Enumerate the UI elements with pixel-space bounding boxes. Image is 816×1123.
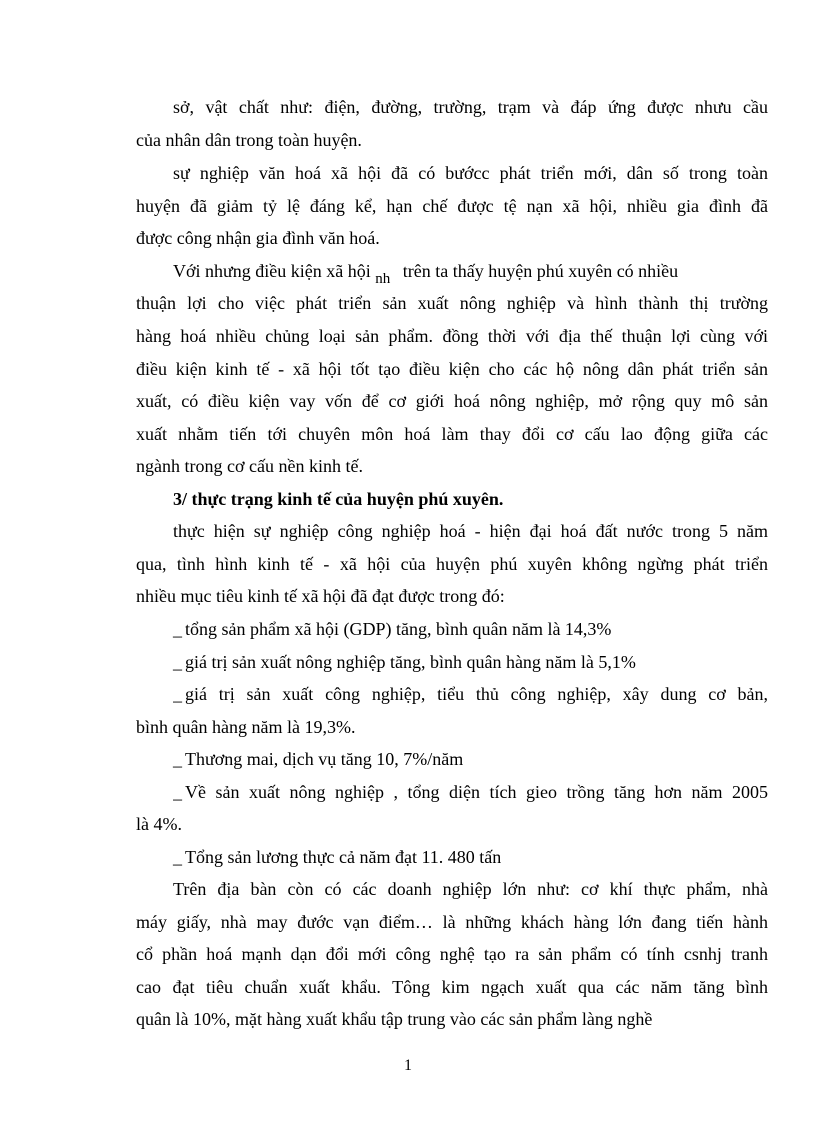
paragraph-4-line-1: thực hiện sự nghiệp công nghiệp hoá - hiện đại hoá đất nước trong 5 năm bbox=[173, 521, 768, 541]
bullet-5-text: Về sản xuất nông nghiệp , tổng diện tích gieo trồng tăng hơn năm 2005 bbox=[185, 782, 768, 802]
paragraph-1-line-1: sở, vật chất như: điện, đường, trường, trạm và đáp ứng được nhưu cầu bbox=[173, 97, 768, 117]
bullet-3-line-2: bình quân hàng năm là 19,3%. bbox=[136, 717, 356, 737]
paragraph-2-line-1: sự nghiệp văn hoá xã hội đã có bướcc phát triển mới, dân số trong toàn bbox=[173, 163, 768, 183]
paragraph-3-line-1-end: trên ta thấy huyện phú xuyên có nhiều bbox=[402, 261, 679, 281]
paragraph-3-fragment: nh bbox=[375, 271, 391, 287]
bullet-3-text: giá trị sản xuất công nghiệp, tiểu thủ công nghiệp, xây dung cơ bản, bbox=[185, 684, 768, 704]
page-number: 1 bbox=[404, 1057, 412, 1074]
bullet-marker: _ bbox=[173, 619, 182, 639]
bullet-5-line-1 bbox=[173, 781, 768, 803]
bullet-marker: _ bbox=[173, 782, 182, 802]
paragraph-3-line-4: điều kiện kinh tế - xã hội tốt tạo điều kiện cho các hộ nông dân phát triển sản bbox=[136, 359, 768, 379]
paragraph-5-line-3: cổ phần hoá mạnh dạn đổi mới công nghệ tạo ra sản phẩm có tính csnhj tranh bbox=[136, 944, 768, 964]
bullet-marker: _ bbox=[173, 652, 182, 672]
paragraph-5-line-1: Trên địa bàn còn có các doanh nghiệp lớn như: cơ khí thực phẩm, nhà bbox=[173, 879, 768, 899]
bullet-marker: _ bbox=[173, 684, 182, 704]
bullet-4 bbox=[173, 748, 768, 770]
bullet-2 bbox=[173, 651, 768, 673]
bullet-6 bbox=[173, 846, 768, 868]
paragraph-3-line-3: hàng hoá nhiều chủng loại sản phẩm. đồng thời với địa thế thuận lợi cùng với bbox=[136, 326, 768, 346]
bullet-1 bbox=[173, 618, 768, 640]
paragraph-2-line-2: huyện đã giảm tỷ lệ đáng kể, hạn chế được tệ nạn xã hội, nhiều gia đình đã bbox=[136, 196, 768, 216]
paragraph-3-line-6: xuất nhằm tiến tới chuyên môn hoá làm thay đổi cơ cấu lao động giữa các bbox=[136, 424, 768, 444]
paragraph-4-line-2: qua, tình hình kinh tế - xã hội của huyện phú xuyên không ngừng phát triển bbox=[136, 554, 768, 574]
paragraph-3-line-1 bbox=[173, 260, 768, 287]
paragraph-1-line-2: của nhân dân trong toàn huyện. bbox=[136, 130, 362, 150]
bullet-2-text: giá trị sản xuất nông nghiệp tăng, bình quân hàng năm là 5,1% bbox=[185, 652, 636, 672]
paragraph-3-line-1-start: Với nhưng điều kiện xã hội bbox=[173, 261, 371, 281]
paragraph-3-line-7: ngành trong cơ cấu nền kinh tế. bbox=[136, 456, 363, 476]
paragraph-3-line-5: xuất, có điều kiện vay vốn để cơ giới hoá nông nghiệp, mở rộng quy mô sản bbox=[136, 391, 768, 411]
paragraph-4-line-3: nhiều mục tiêu kinh tế xã hội đã đạt được trong đó: bbox=[136, 586, 505, 606]
paragraph-3-line-2: thuận lợi cho việc phát triển sản xuất nông nghiệp và hình thành thị trường bbox=[136, 293, 768, 313]
paragraph-5-line-4: cao đạt tiêu chuẩn xuất khẩu. Tông kim ngạch xuất qua các năm tăng bình bbox=[136, 977, 768, 997]
bullet-4-text: Thương mai, dịch vụ tăng 10, 7%/năm bbox=[185, 749, 464, 769]
bullet-1-text: tổng sản phẩm xã hội (GDP) tăng, bình quân năm là 14,3% bbox=[185, 619, 612, 639]
bullet-6-text: Tổng sản lương thực cả năm đạt 11. 480 tấn bbox=[185, 847, 502, 867]
section-heading: 3/ thực trạng kinh tế của huyện phú xuyên. bbox=[173, 489, 504, 509]
bullet-marker: _ bbox=[173, 749, 182, 769]
bullet-marker: _ bbox=[173, 847, 182, 867]
paragraph-5-line-5: quân là 10%, mặt hàng xuất khẩu tập trung vào các sản phẩm làng nghề bbox=[136, 1009, 653, 1029]
paragraph-2-line-3: được công nhận gia đình văn hoá. bbox=[136, 228, 380, 248]
bullet-5-line-2: là 4%. bbox=[136, 814, 182, 834]
paragraph-5-line-2: máy giấy, nhà may đước vạn điểm… là những khách hàng lớn đang tiến hành bbox=[136, 912, 768, 932]
bullet-3-line-1 bbox=[173, 683, 768, 705]
